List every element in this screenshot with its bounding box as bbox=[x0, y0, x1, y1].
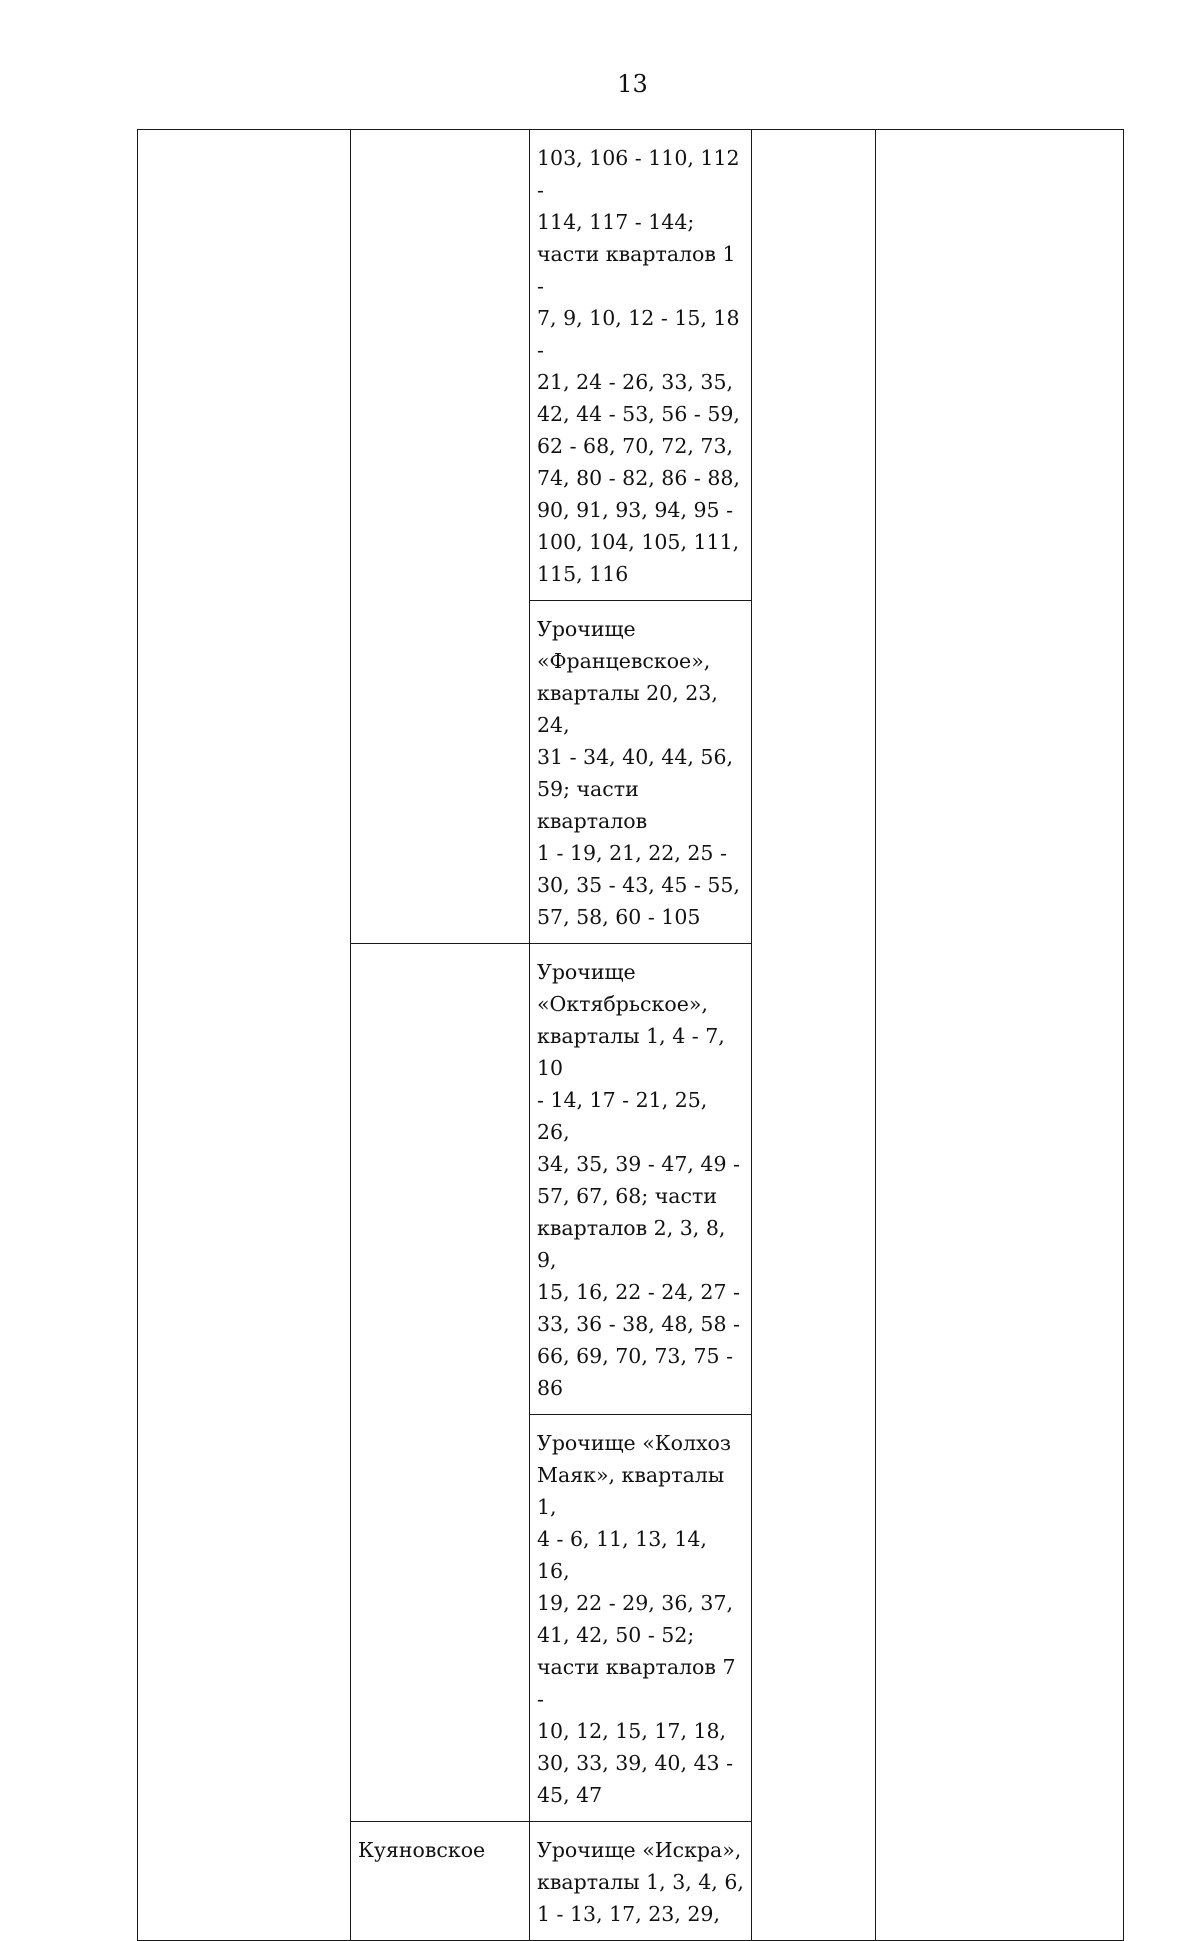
municipality-cell bbox=[351, 130, 530, 944]
tract-cell: Урочище «Искра», кварталы 1, 3, 4, 6, 1 - 13, 17, 23, 29, bbox=[530, 1822, 752, 1941]
forest-quarters-table bbox=[137, 129, 1124, 1941]
municipality-cell: Куяновское bbox=[351, 1822, 530, 1941]
column-1-cell bbox=[138, 130, 351, 1941]
column-4-cell bbox=[752, 130, 876, 1941]
column-5-cell bbox=[876, 130, 1124, 1941]
tract-cell: Урочище «Октябрьское», кварталы 1, 4 - 7, 10 - 14, 17 - 21, 25, 26, 34, 35, 39 - 47, 49 - 57, 67, 68; части кварталов 2, 3, 8, 9, 15, 16, 22 - 24, 27 - 33, 36 - 38, 48, 58 - 66, 69, 70, 73, 75 - 86 bbox=[530, 944, 752, 1415]
table-row bbox=[138, 130, 1124, 601]
tract-cell: Урочище «Францевское», кварталы 20, 23, 24, 31 - 34, 40, 44, 56, 59; части кварталов 1 - 19, 21, 22, 25 - 30, 35 - 43, 45 - 55, 57, 58, 60 - 105 bbox=[530, 601, 752, 944]
tract-cell: 103, 106 - 110, 112 - 114, 117 - 144; части кварталов 1 - 7, 9, 10, 12 - 15, 18 - 21, 24 - 26, 33, 35, 42, 44 - 53, 56 - 59, 62 - 68, 70, 72, 73, 74, 80 - 82, 86 - 88, 90, 91, 93, 94, 95 - 100, 104, 105, 111, 115, 116 bbox=[530, 130, 752, 601]
page-number: 13 bbox=[617, 70, 648, 98]
tract-cell: Урочище «Колхоз Маяк», кварталы 1, 4 - 6, 11, 13, 14, 16, 19, 22 - 29, 36, 37, 41, 42, 50 - 52; части кварталов 7 - 10, 12, 15, 17, 18, 30, 33, 39, 40, 43 - 45, 47 bbox=[530, 1415, 752, 1822]
municipality-cell bbox=[351, 944, 530, 1822]
